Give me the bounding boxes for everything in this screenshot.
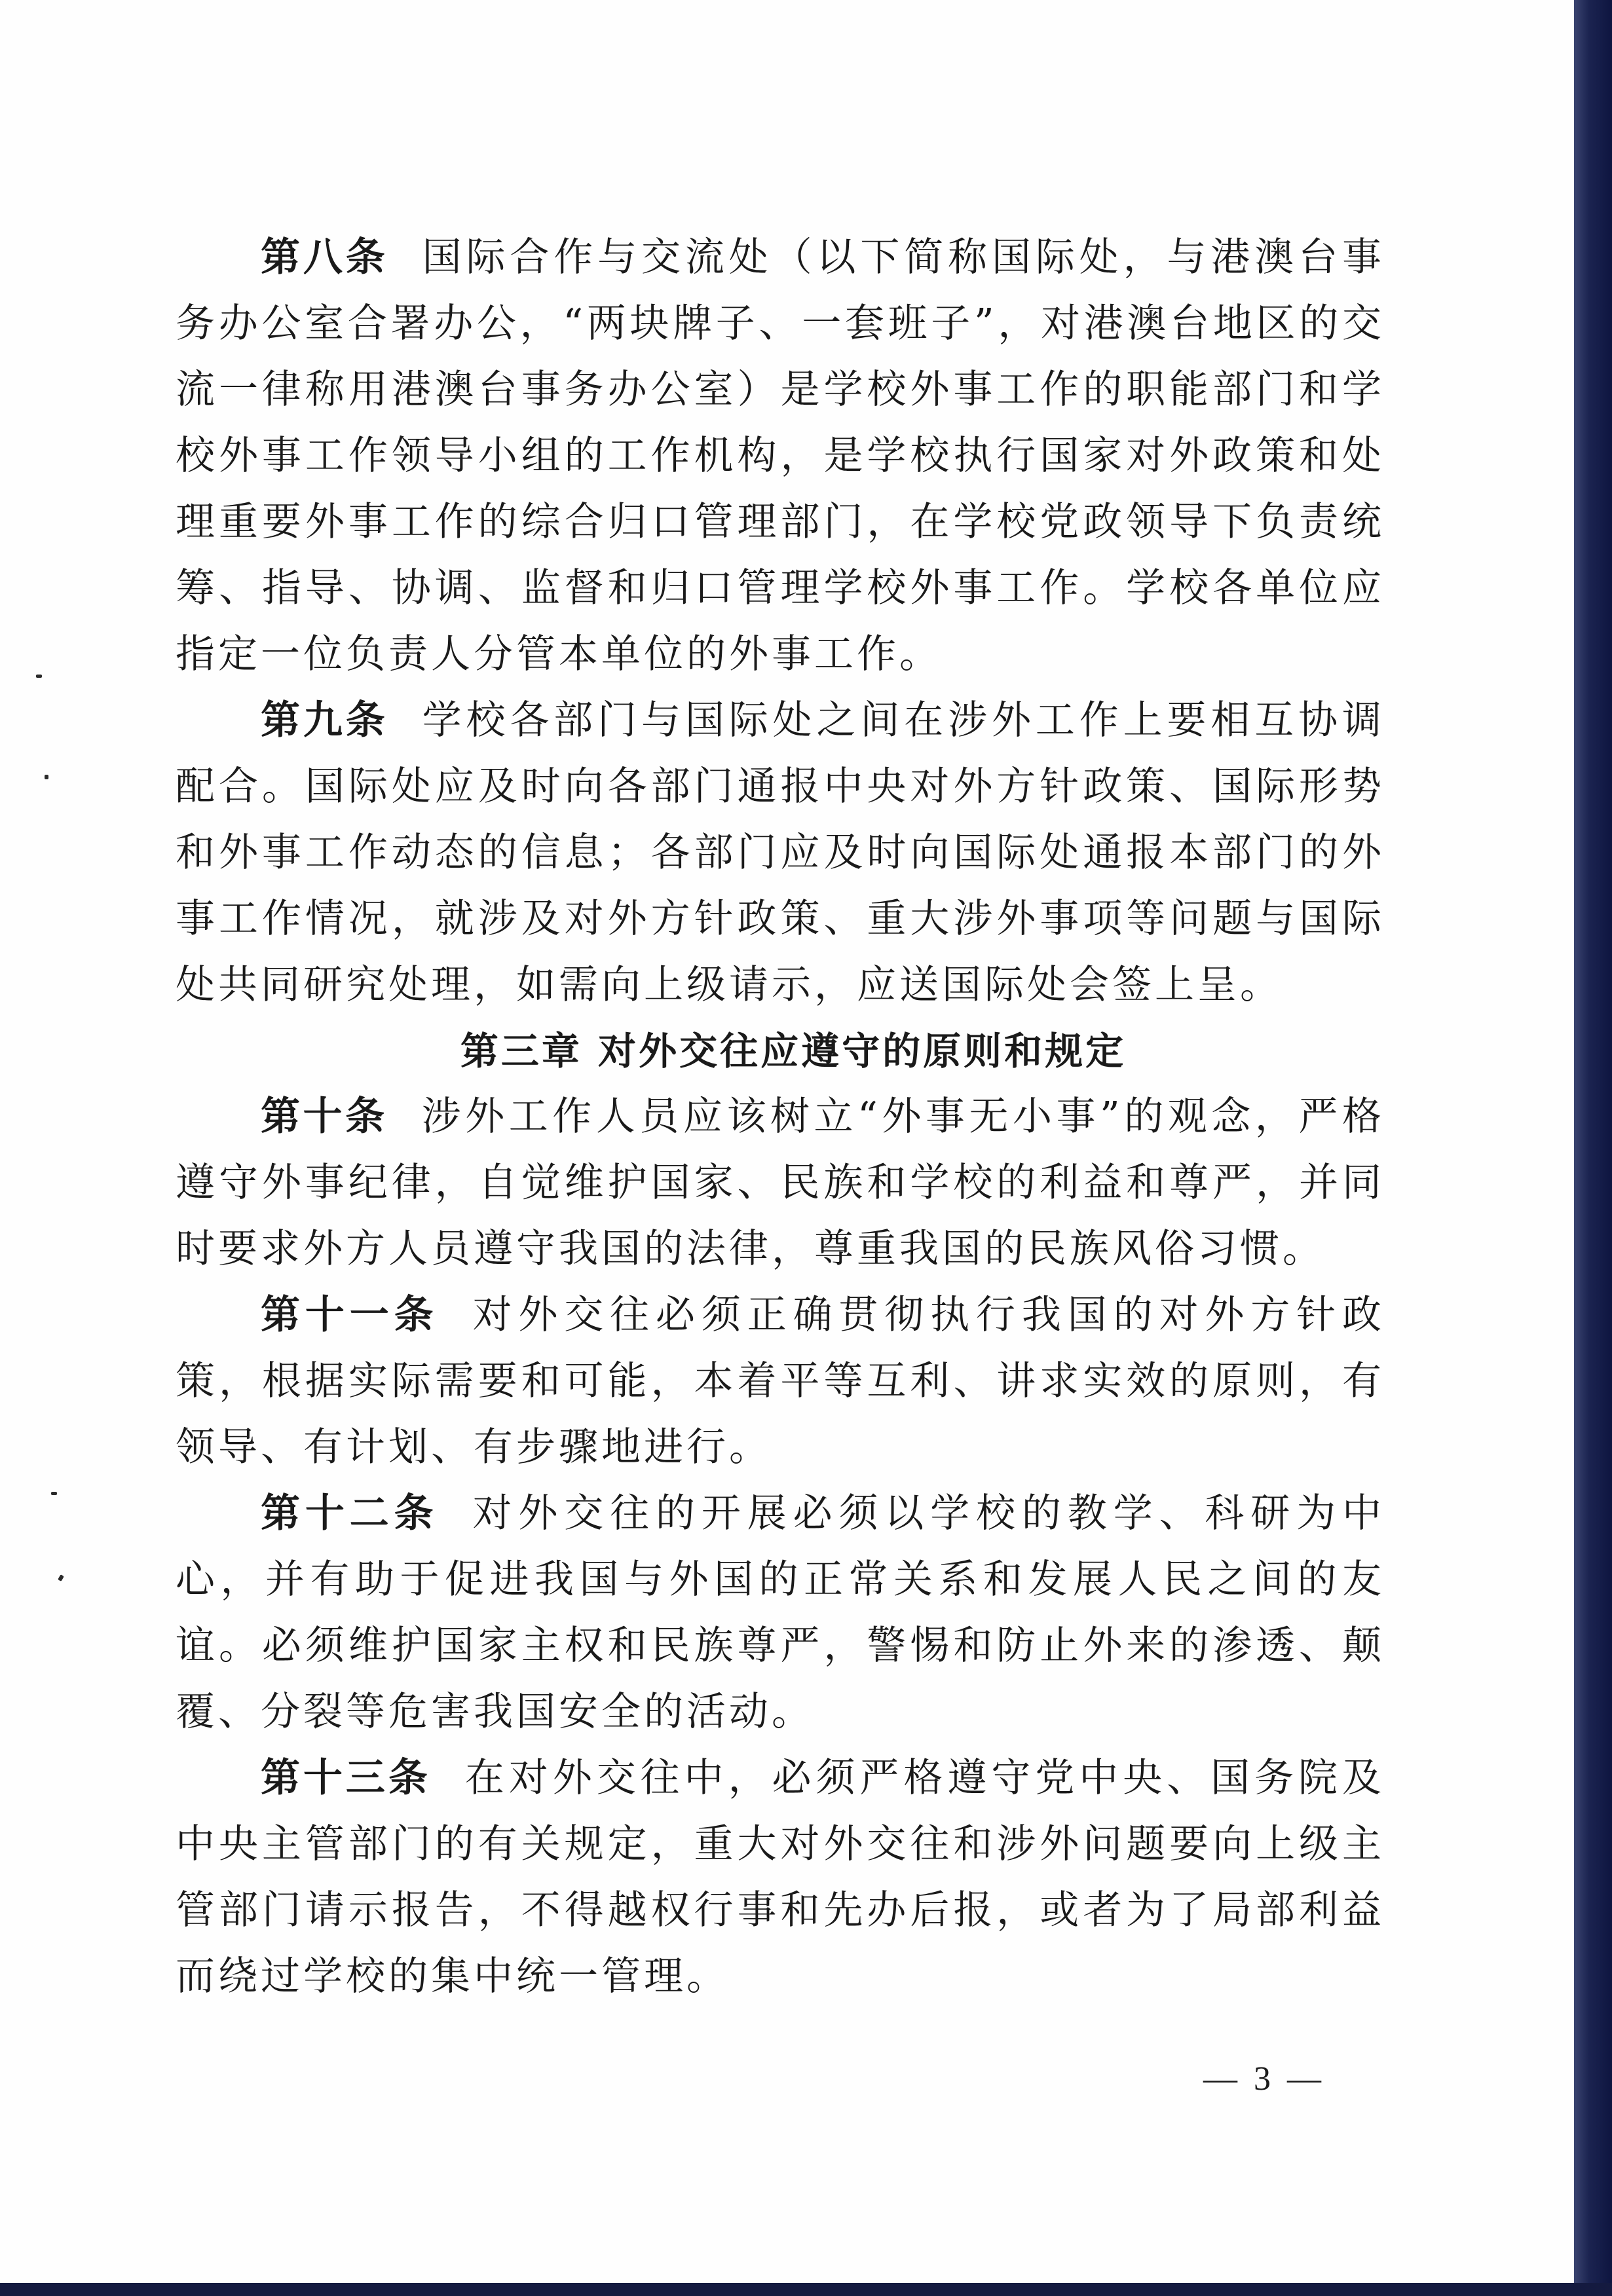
document-body xyxy=(176,225,1385,2010)
article-text: 对外交往的开展必须以学校的教学、科研为中心，并有助于促进我国与外国的正常关系和发展人民之间的友谊。必须维护国家主权和民族尊严，警惕和防止外来的渗透、颠覆、分裂等危害我国安全的活动。 xyxy=(176,1491,1385,1735)
article-text: 在对外交往中，必须严格遵守党中央、国务院及中央主管部门的有关规定，重大对外交往和涉外问题要向上级主管部门请示报告，不得越权行事和先办后报，或者为了局部利益而绕过学校的集中统一管理。 xyxy=(176,1755,1385,1999)
article-label: 第十二条 xyxy=(261,1491,439,1536)
scan-speck xyxy=(51,1492,57,1495)
article-text: 涉外工作人员应该树立“外事无小事”的观念，严格遵守外事纪律，自觉维护国家、民族和学校的利益和尊严，并同时要求外方人员遵守我国的法律，尊重我国的民族风俗习惯。 xyxy=(176,1094,1385,1272)
scan-border-bottom xyxy=(0,2283,1612,2296)
scan-speck xyxy=(36,675,42,678)
article-label: 第八条 xyxy=(261,234,388,280)
article-label: 第十三条 xyxy=(261,1755,431,1801)
article-text: 国际合作与交流处（以下简称国际处，与港澳台事务办公室合署办公，“两块牌子、一套班子”，对港澳台地区的交流一律称用港澳台事务办公室）是学校外事工作的职能部门和学校外事工作领导小组的工作机构，是学校执行国家对外政策和处理重要外事工作的综合归口管理部门，在学校党政领导下负责统筹、指导、协调、监督和归口管理学校外事工作。学校各单位应指定一位负责人分管本单位的外事工作。 xyxy=(176,234,1385,677)
scan-speck xyxy=(58,1574,64,1582)
chapter-heading: 第三章 对外交往应遵守的原则和规定 xyxy=(460,1029,1127,1073)
scan-border-right xyxy=(1574,0,1612,2296)
page-number: — 3 — xyxy=(1203,2060,1325,2098)
article-text: 对外交往必须正确贯彻执行我国的对外方针政策，根据实际需要和可能，本着平等互利、讲求实效的原则，有领导、有计划、有步骤地进行。 xyxy=(176,1292,1385,1470)
article-label: 第十一条 xyxy=(261,1292,439,1338)
article-8 xyxy=(176,225,1385,688)
article-11 xyxy=(176,1282,1385,1481)
scan-speck xyxy=(45,775,48,779)
article-9 xyxy=(176,688,1385,1018)
article-13 xyxy=(176,1745,1385,2010)
article-text: 学校各部门与国际处之间在涉外工作上要相互协调配合。国际处应及时向各部门通报中央对外方针政策、国际形势和外事工作动态的信息；各部门应及时向国际处通报本部门的外事工作情况，就涉及对外方针政策、重大涉外事项等问题与国际处共同研究处理，如需向上级请示，应送国际处会签上呈。 xyxy=(176,697,1385,1008)
article-label: 第十条 xyxy=(261,1094,388,1139)
article-10 xyxy=(176,1084,1385,1282)
article-12 xyxy=(176,1481,1385,1745)
article-label: 第九条 xyxy=(261,697,388,743)
